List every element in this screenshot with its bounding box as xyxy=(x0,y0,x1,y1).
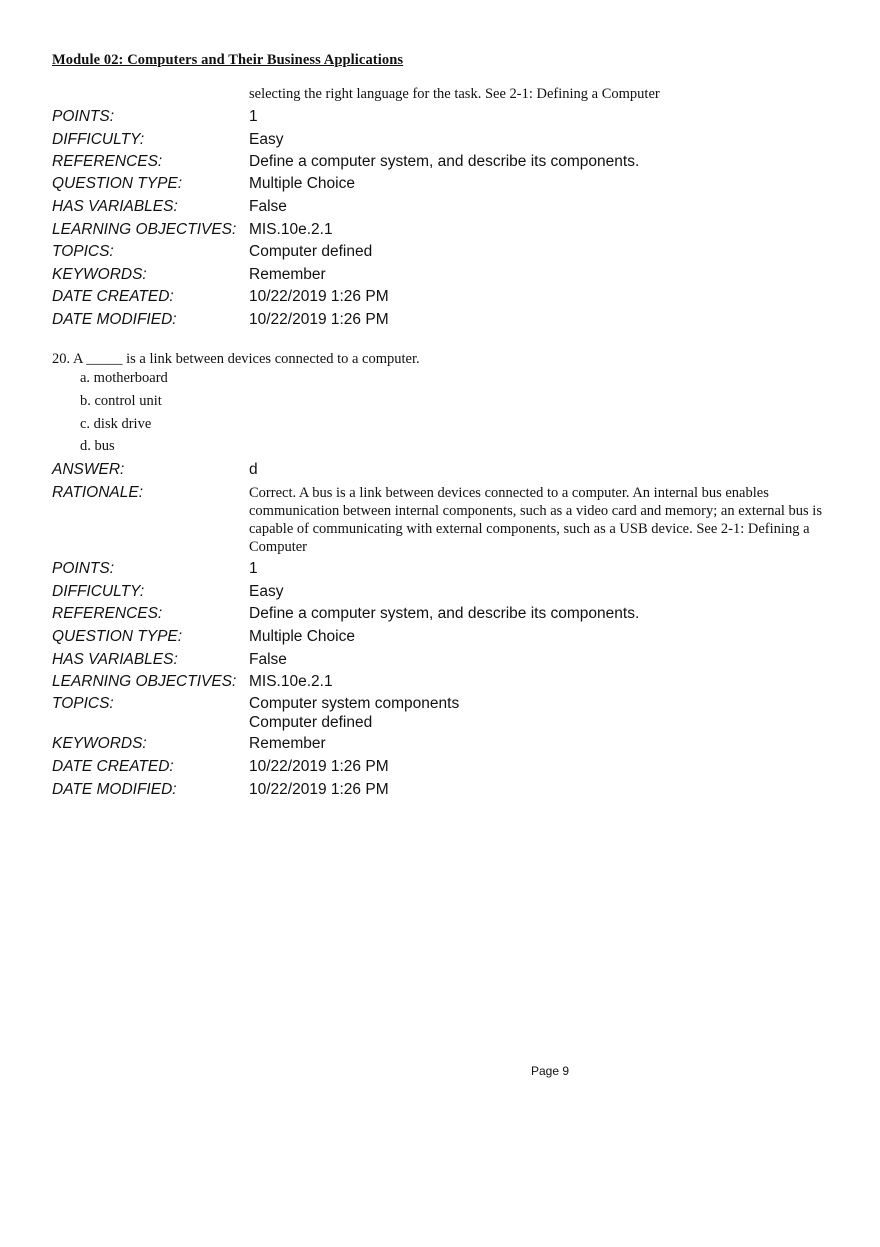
page-number: Page 9 xyxy=(531,1064,570,1078)
prev-keywords-label: KEYWORDS: xyxy=(52,266,147,283)
prev-learning-objectives-label: LEARNING OBJECTIVES: xyxy=(52,221,237,238)
module-header: Module 02: Computers and Their Business Applications xyxy=(52,52,404,68)
learning-objectives-label: LEARNING OBJECTIVES: xyxy=(52,673,237,690)
option-d: d. bus xyxy=(80,438,115,454)
prev-difficulty-label: DIFFICULTY: xyxy=(52,131,145,148)
prev-date-created-value: 10/22/2019 1:26 PM xyxy=(249,288,389,305)
points-value: 1 xyxy=(249,560,258,577)
references-value: Define a computer system, and describe its components. xyxy=(249,605,640,622)
option-a: a. motherboard xyxy=(80,370,168,386)
prev-date-modified-label: DATE MODIFIED: xyxy=(52,311,177,328)
date-created-value: 10/22/2019 1:26 PM xyxy=(249,758,389,775)
topics-value-2: Computer defined xyxy=(249,714,373,731)
prev-has-variables-label: HAS VARIABLES: xyxy=(52,198,178,215)
prev-date-created-label: DATE CREATED: xyxy=(52,288,174,305)
prev-date-modified-value: 10/22/2019 1:26 PM xyxy=(249,311,389,328)
date-modified-value: 10/22/2019 1:26 PM xyxy=(249,781,389,798)
answer-value: d xyxy=(249,461,258,478)
prev-points-value: 1 xyxy=(249,108,258,125)
prev-has-variables-value: False xyxy=(249,198,287,215)
points-label: POINTS: xyxy=(52,560,115,577)
prev-learning-objectives-value: MIS.10e.2.1 xyxy=(249,221,333,238)
difficulty-value: Easy xyxy=(249,583,284,600)
question-type-value: Multiple Choice xyxy=(249,628,355,645)
rationale-label: RATIONALE: xyxy=(52,484,144,501)
prev-question-type-label: QUESTION TYPE: xyxy=(52,175,183,192)
question-type-label: QUESTION TYPE: xyxy=(52,628,183,645)
question-stem: 20. A _____ is a link between devices connected to a computer. xyxy=(52,351,420,367)
prev-topics-value: Computer defined xyxy=(249,243,373,260)
topics-label: TOPICS: xyxy=(52,695,114,712)
prev-references-label: REFERENCES: xyxy=(52,153,163,170)
has-variables-value: False xyxy=(249,651,287,668)
difficulty-label: DIFFICULTY: xyxy=(52,583,145,600)
prev-points-label: POINTS: xyxy=(52,108,115,125)
topics-value-1: Computer system components xyxy=(249,695,460,712)
answer-label: ANSWER: xyxy=(52,461,125,478)
prev-keywords-value: Remember xyxy=(249,266,326,283)
keywords-value: Remember xyxy=(249,735,326,752)
references-label: REFERENCES: xyxy=(52,605,163,622)
option-c: c. disk drive xyxy=(80,416,152,432)
rationale-text: Correct. A bus is a link between devices connected to a computer. An internal bus enables communication between internal components, such as a video card and memory; an external bus is capable of communicating with external components, such as a USB device. See 2-1: Defining a Computer xyxy=(249,485,822,555)
prev-references-value: Define a computer system, and describe its components. xyxy=(249,153,640,170)
has-variables-label: HAS VARIABLES: xyxy=(52,651,178,668)
learning-objectives-value: MIS.10e.2.1 xyxy=(249,673,333,690)
keywords-label: KEYWORDS: xyxy=(52,735,147,752)
date-modified-label: DATE MODIFIED: xyxy=(52,781,177,798)
option-b: b. control unit xyxy=(80,393,162,409)
prev-topics-label: TOPICS: xyxy=(52,243,114,260)
date-created-label: DATE CREATED: xyxy=(52,758,174,775)
prev-rationale-tail: selecting the right language for the task. See 2-1: Defining a Computer xyxy=(249,86,660,102)
prev-question-type-value: Multiple Choice xyxy=(249,175,355,192)
prev-difficulty-value: Easy xyxy=(249,131,284,148)
